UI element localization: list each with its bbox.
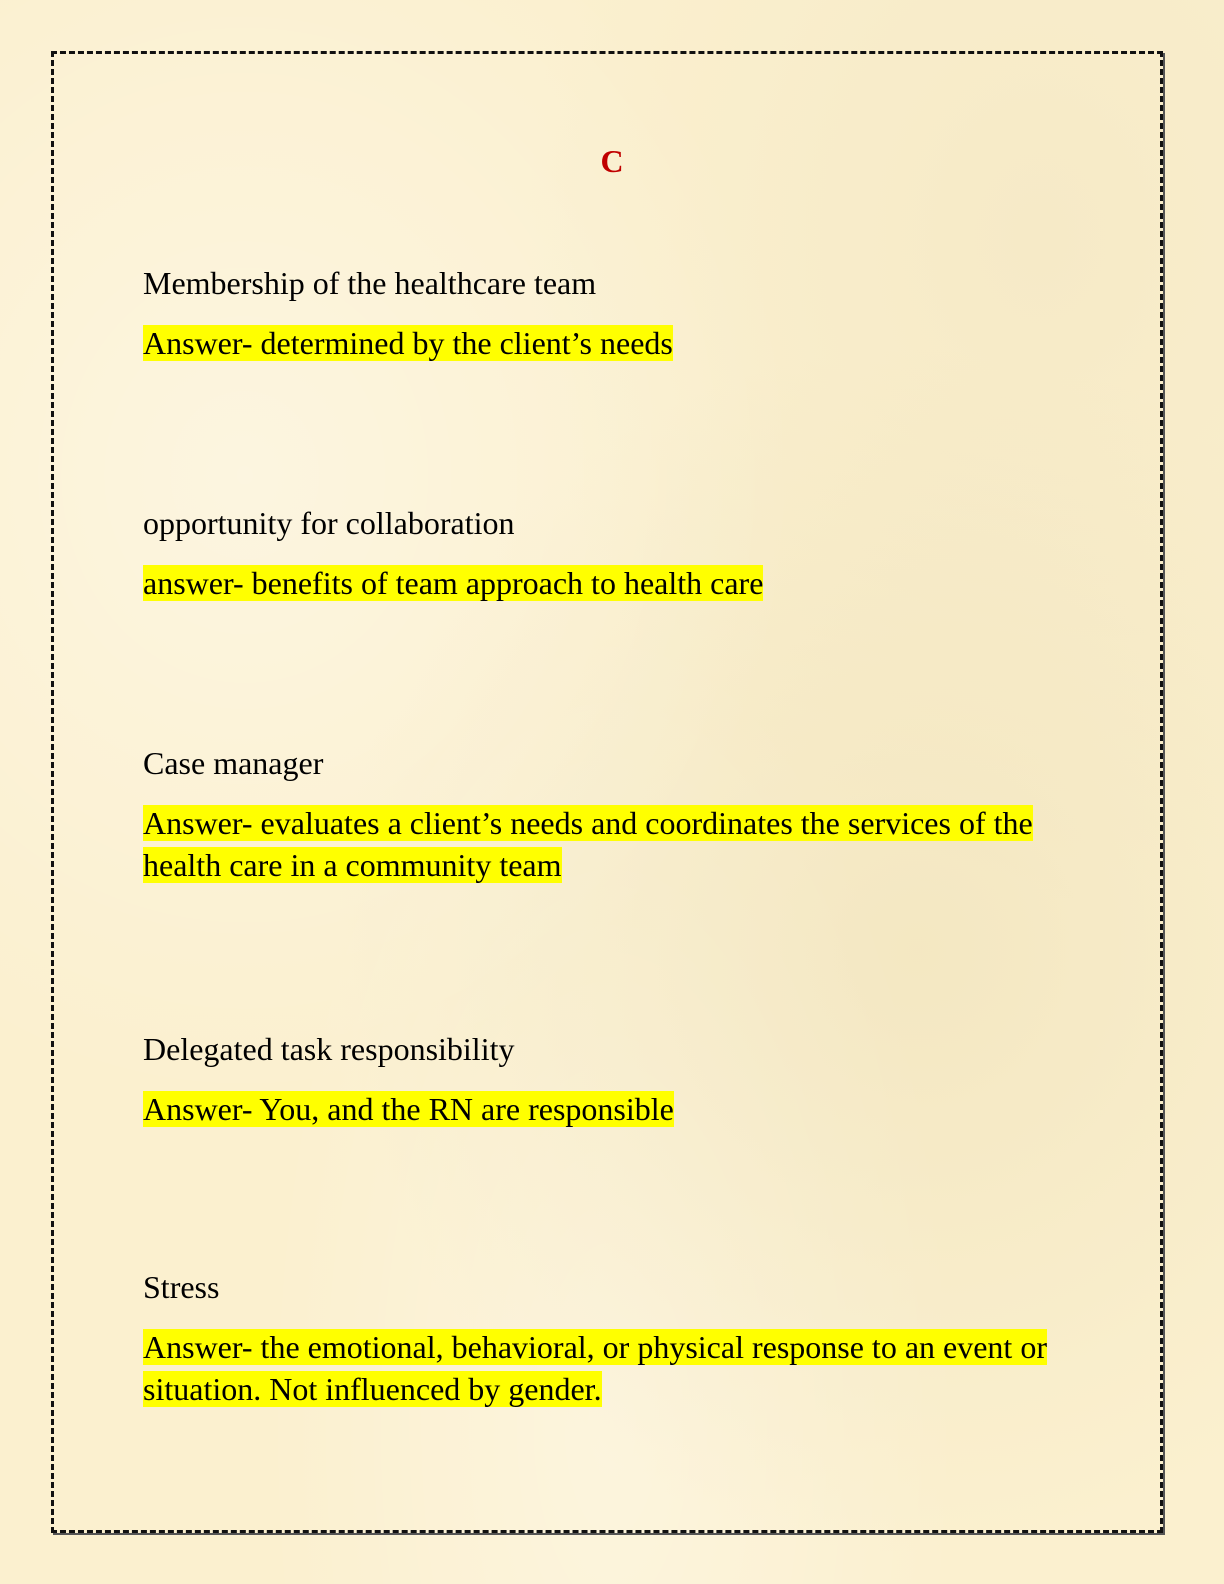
flashcard <box>143 1030 1063 1130</box>
section-letter-heading: C <box>600 143 624 179</box>
term-text: opportunity for collaboration <box>143 505 515 541</box>
flashcard <box>143 1268 1063 1410</box>
term-text: Delegated task responsibility <box>143 1031 515 1067</box>
answer-highlight: answer- benefits of team approach to health care <box>143 565 764 601</box>
answer-text <box>143 1326 1063 1410</box>
answer-text <box>143 562 1063 604</box>
term-text: Case manager <box>143 745 324 781</box>
answer-text <box>143 802 1063 886</box>
answer-highlight: Answer- evaluates a client’s needs and coordinates the services of the health care in a community team <box>143 805 1033 883</box>
answer-highlight: Answer- You, and the RN are responsible <box>143 1091 674 1127</box>
answer-text <box>143 1088 1063 1130</box>
flashcard <box>143 504 1063 604</box>
answer-highlight: Answer- the emotional, behavioral, or physical response to an event or situation. Not influenced by gender. <box>143 1329 1047 1407</box>
flashcard <box>143 744 1063 886</box>
term-text: Membership of the healthcare team <box>143 265 597 301</box>
term-text: Stress <box>143 1269 220 1305</box>
answer-text <box>143 322 1063 364</box>
answer-highlight: Answer- determined by the client’s needs <box>143 325 673 361</box>
flashcard <box>143 264 1063 364</box>
